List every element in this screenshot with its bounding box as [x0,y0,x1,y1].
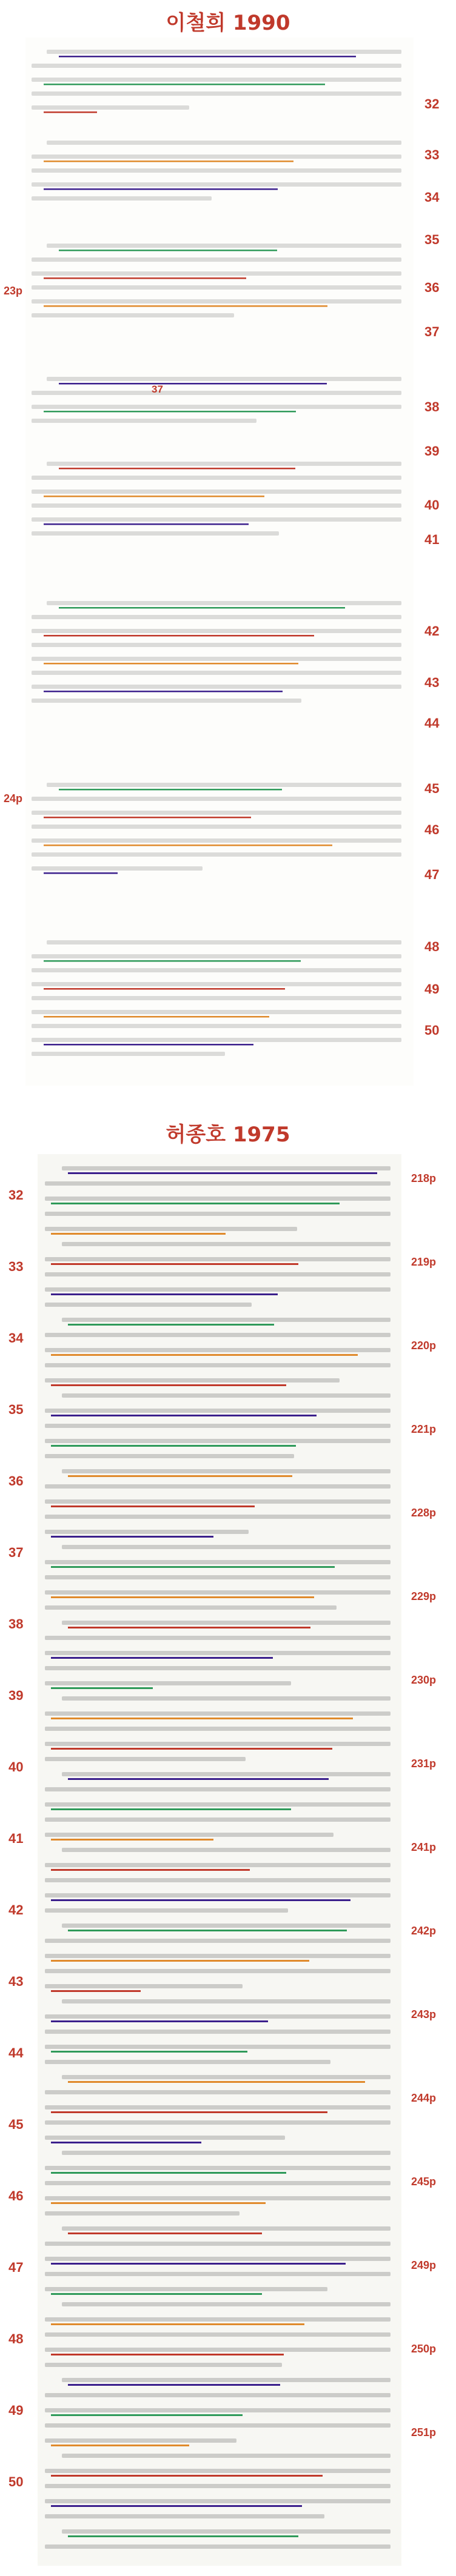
highlight-underline [59,468,295,470]
section1-page-ref-23p: 23p [4,285,23,297]
text-line [32,615,401,619]
text-line [32,391,401,395]
section2-marker-37: 37 [8,1545,24,1560]
section1-marker-47: 47 [424,867,440,882]
text-line [32,168,401,173]
scanned-highlight-underline [51,1808,291,1810]
scanned-text-line [45,2181,391,2185]
text-line [32,531,279,536]
scanned-text-line [45,1878,391,1882]
section1-marker-38: 38 [424,399,440,414]
section1-page-ref-24p: 24p [4,792,23,805]
scanned-text-line [62,2302,391,2306]
text-line [32,64,401,68]
scanned-text-line [45,2514,324,2518]
text-line [47,244,401,248]
scanned-text-line [62,1696,391,1701]
text-line [32,852,401,857]
highlight-underline [44,691,283,692]
scanned-text-line [62,1545,391,1549]
scanned-highlight-underline [68,1778,329,1780]
scanned-text-line [45,1787,391,1791]
highlight-underline [44,663,298,665]
scanned-highlight-underline [51,1748,332,1750]
section2-marker-38: 38 [8,1616,24,1632]
scanned-highlight-underline [68,1324,274,1326]
highlight-underline [44,305,327,307]
text-line [32,797,401,801]
scanned-text-line [45,1742,391,1746]
text-line [32,954,401,958]
section2-page-ref-250p: 250p [411,2343,437,2355]
section1-inline-marker-37: 37 [152,383,163,395]
scanned-text-line [45,2393,391,2397]
scanned-text-line [62,2226,391,2231]
text-line [32,299,401,304]
scanned-highlight-underline [51,1263,298,1265]
section2-marker-45: 45 [8,2117,24,2132]
text-line [32,968,401,972]
scanned-text-line [45,1303,252,1307]
section2-title: 허종호 1975 [166,1123,290,1147]
scanned-highlight-underline [51,1293,278,1295]
section2-page-ref-228p: 228p [411,1507,437,1519]
scanned-text-line [62,1469,391,1473]
scanned-text-line [45,2120,391,2125]
section2-page-ref-220p: 220p [411,1339,437,1352]
scanned-highlight-underline [51,1687,153,1689]
text-line [32,182,401,187]
scanned-highlight-underline [51,2445,189,2446]
scanned-text-line [62,2378,391,2382]
text-line [32,657,401,661]
highlight-underline [59,789,282,791]
section1-marker-37: 37 [424,324,440,339]
text-line [32,78,401,82]
text-line [32,476,401,480]
section2-page-ref-229p: 229p [411,1590,437,1602]
text-line [32,91,401,96]
highlight-underline [44,161,293,162]
scanned-text-line [45,1605,337,1610]
scanned-text-line [45,1439,391,1443]
section2-page-ref-221p: 221p [411,1423,437,1435]
scanned-text-line [45,2014,391,2019]
text-line [32,866,203,871]
text-line [47,783,401,787]
section1-marker-34: 34 [424,190,440,205]
scanned-highlight-underline [51,1536,213,1538]
text-line [47,141,401,145]
scanned-text-line [62,1924,391,1928]
scanned-text-line [45,1227,297,1231]
scanned-text-line [45,1454,294,1458]
text-line [32,154,401,159]
scanned-text-line [45,1575,391,1579]
scanned-highlight-underline [51,1445,296,1447]
section2-marker-34: 34 [8,1330,24,1346]
highlight-underline [44,845,332,846]
highlight-underline [44,960,301,962]
highlight-underline [44,523,249,525]
highlight-underline [44,817,251,818]
scanned-text-line [45,1499,391,1504]
section1-marker-50: 50 [424,1022,440,1038]
scanned-highlight-underline [51,1718,353,1719]
section1-marker-33: 33 [424,147,440,162]
scanned-text-line [45,2317,391,2322]
scanned-text-line [45,1409,391,1413]
scanned-text-line [45,1939,391,1943]
scanned-text-line [62,1848,391,1852]
scanned-text-line [45,1757,246,1761]
scanned-text-line [62,1318,391,1322]
highlight-underline [44,84,325,85]
scanned-highlight-underline [68,2535,298,2537]
scanned-highlight-underline [51,1960,309,1962]
section2-marker-36: 36 [8,1473,24,1489]
text-line [32,419,256,423]
scanned-highlight-underline [51,2020,268,2022]
scanned-text-line [62,2151,391,2155]
section1-marker-40: 40 [424,497,440,513]
scanned-highlight-underline [51,2263,346,2265]
section2-marker-50: 50 [8,2474,24,2489]
scanned-text-line [45,1681,291,1685]
text-line [32,811,401,815]
scanned-text-line [45,1348,391,1352]
section2-marker-32: 32 [8,1187,24,1203]
section2-page-ref-242p: 242p [411,1925,437,1937]
section1-marker-49: 49 [424,981,440,997]
highlight-underline [44,1044,253,1046]
text-line [47,462,401,466]
section2-page-ref-241p: 241p [411,1841,437,1853]
highlight-underline [44,635,314,637]
scanned-text-line [45,2257,391,2261]
text-line [32,1052,225,1056]
section1-marker-43: 43 [424,674,440,690]
scanned-highlight-underline [68,1475,292,1477]
text-line [32,105,189,110]
scanned-highlight-underline [51,2142,201,2143]
scanned-text-line [45,1711,391,1716]
section2-marker-33: 33 [8,1259,24,1274]
scanned-text-line [45,1287,391,1292]
scanned-text-line [45,1424,391,1428]
scanned-highlight-underline [68,1930,347,1931]
scanned-text-line [45,1969,391,1973]
scanned-text-line [45,2242,391,2246]
section2-marker-39: 39 [8,1688,24,1703]
highlight-underline [44,188,278,190]
scanned-text-line [45,2196,391,2200]
section1-title: 이철희 1990 [166,11,290,35]
text-line [32,685,401,689]
text-line [32,257,401,262]
text-line [47,50,401,54]
text-line [32,629,401,633]
text-line [32,503,401,508]
scanned-text-line [62,1772,391,1776]
section2-page-ref-251p: 251p [411,2426,437,2438]
section1-marker-46: 46 [424,822,440,837]
scanned-text-line [45,1833,334,1837]
scanned-text-line [45,1530,249,1534]
scanned-text-line [45,2438,236,2443]
scanned-text-line [45,1181,391,1186]
scanned-highlight-underline [51,2111,327,2113]
highlight-underline [44,872,118,874]
scanned-highlight-underline [51,2293,262,2295]
scanned-highlight-underline [68,1627,310,1628]
scanned-text-line [62,1999,391,2003]
scanned-highlight-underline [51,2414,243,2416]
highlight-underline [44,411,296,413]
text-line [32,517,401,522]
scanned-text-line [45,1378,340,1383]
section2-page-ref-219p: 219p [411,1256,437,1268]
text-line [32,699,301,703]
section1-marker-41: 41 [424,531,440,547]
scanned-text-line [45,1727,391,1731]
scanned-text-line [45,2090,391,2094]
scanned-highlight-underline [51,2051,247,2053]
scanned-text-line [45,2408,391,2412]
scanned-text-line [45,2469,391,2473]
scanned-highlight-underline [51,1839,213,1841]
text-line [32,643,401,647]
highlight-underline [59,607,345,609]
section1-marker-42: 42 [424,623,440,639]
scanned-text-line [45,2045,391,2049]
scanned-text-line [45,2363,282,2367]
scanned-text-line [45,2287,327,2291]
scanned-text-line [62,1621,391,1625]
section2-marker-35: 35 [8,1402,24,1417]
section2-marker-46: 46 [8,2188,24,2203]
scanned-text-line [45,1515,391,1519]
scanned-text-line [45,1817,391,1822]
text-line [47,377,401,381]
scanned-text-line [45,1560,391,1564]
scanned-text-line [45,2211,240,2216]
section2-page-ref-245p: 245p [411,2176,437,2188]
scanned-text-line [45,2272,391,2276]
section1-marker-35: 35 [424,232,440,248]
scanned-highlight-underline [51,2505,302,2507]
text-line [32,1024,401,1028]
scanned-text-line [45,1333,391,1337]
scanned-text-line [45,1484,391,1489]
scanned-text-line [45,1590,391,1595]
scanned-highlight-underline [68,2232,262,2234]
scanned-text-line [45,1257,391,1261]
scanned-text-line [45,2423,391,2428]
text-line [47,601,401,605]
scanned-highlight-underline [51,2323,304,2325]
section2-marker-42: 42 [8,1902,24,1917]
text-line [32,490,401,494]
highlight-underline [44,111,97,113]
scanned-text-line [45,1212,391,1216]
scanned-text-line [45,1636,391,1640]
section2-page-ref-218p: 218p [411,1172,437,1184]
section2-page-ref-243p: 243p [411,2008,437,2020]
section1-marker-36: 36 [424,279,440,295]
scanned-text-line [62,1166,391,1170]
section1-marker-44: 44 [424,715,440,731]
scanned-text-line [45,2060,330,2064]
text-line [32,825,401,829]
section2-marker-40: 40 [8,1759,24,1774]
section1-marker-48: 48 [424,938,440,954]
scanned-text-line [45,2348,391,2352]
scanned-text-line [62,1242,391,1246]
scanned-text-line [45,2166,391,2170]
scanned-highlight-underline [51,2475,323,2477]
scanned-text-line [62,1393,391,1398]
scanned-highlight-underline [68,2384,280,2386]
scanned-text-line [45,2332,391,2337]
scanned-highlight-underline [68,1172,377,1174]
scanned-highlight-underline [51,1384,286,1386]
scanned-text-line [45,1863,391,1867]
scanned-text-line [45,2484,391,2488]
text-line [32,1010,401,1014]
scanned-text-line [45,1272,391,1276]
text-line [32,838,401,843]
scanned-text-line [45,1666,391,1670]
scanned-highlight-underline [51,2202,266,2204]
highlight-underline [44,988,285,990]
text-line [32,671,401,675]
scanned-highlight-underline [51,1233,226,1235]
section2-page-ref-231p: 231p [411,1758,437,1770]
scanned-highlight-underline [51,1596,314,1598]
scanned-highlight-underline [51,1203,340,1204]
section2-page-ref-230p: 230p [411,1674,437,1686]
scanned-highlight-underline [51,1566,335,1568]
section2-marker-49: 49 [8,2403,24,2418]
scanned-highlight-underline [51,1657,273,1659]
scanned-text-line [45,1908,288,1913]
scanned-text-line [45,2499,391,2503]
scanned-text-line [45,1651,391,1655]
scanned-text-line [45,2030,391,2034]
section1-marker-45: 45 [424,781,440,797]
highlight-underline [44,496,264,497]
scanned-text-line [45,1893,391,1897]
section1-text-lines [25,38,414,1086]
section2-marker-48: 48 [8,2331,24,2346]
text-line [32,996,401,1000]
text-line [32,982,401,986]
scanned-highlight-underline [51,1505,255,1507]
highlight-underline [59,56,356,58]
highlight-underline [44,1016,269,1018]
text-line [32,1038,401,1042]
scanned-text-line [45,1363,391,1367]
scanned-text-line [62,2529,391,2534]
scanned-highlight-underline [68,2081,365,2083]
section2-text-lines [38,1154,401,2566]
scanned-text-line [45,1802,391,1807]
section2-marker-47: 47 [8,2260,24,2275]
scanned-text-line [62,2075,391,2079]
scanned-highlight-underline [51,1869,250,1871]
scanned-highlight-underline [51,1415,317,1416]
text-line [32,405,401,409]
text-line [32,271,401,276]
text-line [47,940,401,944]
highlight-underline [44,277,246,279]
scanned-text-line [45,1984,243,1988]
scanned-highlight-underline [51,2354,284,2355]
section2-marker-43: 43 [8,1974,24,1989]
section2-page-ref-244p: 244p [411,2092,437,2104]
scanned-highlight-underline [51,1354,358,1356]
section2-marker-41: 41 [8,1831,24,1846]
text-line [32,313,234,317]
scanned-text-line [45,2105,391,2110]
scanned-text-line [45,1197,391,1201]
text-line [32,285,401,290]
section2-page-ref-249p: 249p [411,2259,437,2271]
scanned-text-line [45,1954,391,1958]
highlight-underline [59,383,327,385]
section1-marker-32: 32 [424,96,440,112]
scanned-text-line [45,2544,391,2549]
section2-marker-44: 44 [8,2045,24,2060]
highlight-underline [59,250,277,251]
scanned-highlight-underline [51,2172,286,2174]
text-line [32,196,212,201]
section1-marker-39: 39 [424,443,440,459]
scanned-text-line [45,2136,285,2140]
scanned-text-line [62,2454,391,2458]
scanned-highlight-underline [51,1990,141,1992]
scanned-highlight-underline [51,1899,350,1901]
